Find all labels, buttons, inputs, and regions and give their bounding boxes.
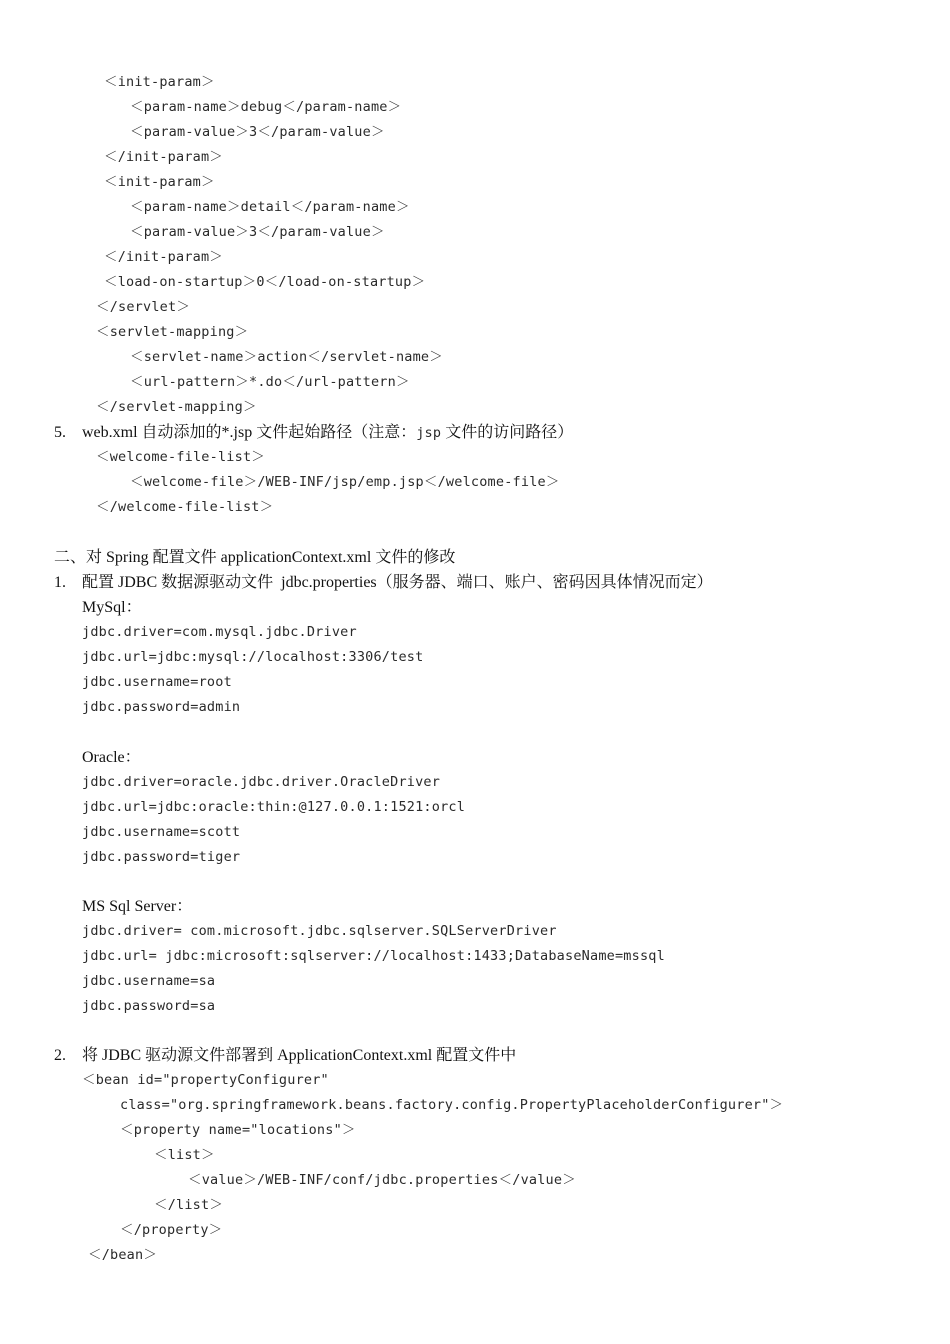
code-line: ＜/property＞ [120, 1222, 223, 1238]
code-line: jdbc.driver= com.microsoft.jdbc.sqlserver.SQLServerDriver [82, 923, 557, 939]
code-line: ＜/init-param＞ [104, 149, 224, 165]
code-line: ＜property name="locations"＞ [120, 1122, 356, 1138]
section-heading: 二、对 Spring 配置文件 applicationContext.xml 文件的修改 [54, 549, 456, 566]
code-line: ＜list＞ [154, 1147, 215, 1163]
db-label-mysql: MySql： [82, 599, 142, 616]
inline-code: jsp [416, 425, 442, 441]
code-line: ＜servlet-name＞action＜/servlet-name＞ [130, 349, 443, 365]
code-line: ＜load-on-startup＞0＜/load-on-startup＞ [104, 274, 426, 290]
code-line: ＜/init-param＞ [104, 249, 224, 265]
code-line: jdbc.username=sa [82, 973, 216, 989]
code-line: ＜init-param＞ [104, 174, 215, 190]
code-line: ＜/servlet＞ [96, 299, 191, 315]
code-line: class="org.springframework.beans.factory.config.PropertyPlaceholderConfigurer"＞ [120, 1097, 784, 1113]
code-line: ＜url-pattern＞*.do＜/url-pattern＞ [130, 374, 410, 390]
code-line: ＜param-name＞debug＜/param-name＞ [130, 99, 402, 115]
code-line: ＜/servlet-mapping＞ [96, 399, 257, 415]
code-line: ＜/bean＞ [88, 1247, 158, 1263]
list-number: 1. [54, 574, 66, 591]
code-line: jdbc.password=admin [82, 699, 241, 715]
code-line: ＜/welcome-file-list＞ [96, 499, 274, 515]
code-line: jdbc.driver=oracle.jdbc.driver.OracleDriver [82, 774, 441, 790]
list-item-text: 将 JDBC 驱动源文件部署到 ApplicationContext.xml 配置文件中 [82, 1047, 517, 1064]
list-item-text [82, 420, 573, 445]
code-line: ＜param-value＞3＜/param-value＞ [130, 124, 385, 140]
code-line: jdbc.password=tiger [82, 849, 241, 865]
list-number: 5. [54, 424, 66, 441]
code-line: jdbc.username=scott [82, 824, 241, 840]
code-line: jdbc.url=jdbc:mysql://localhost:3306/test [82, 649, 424, 665]
code-line: ＜param-name＞detail＜/param-name＞ [130, 199, 410, 215]
list-number: 2. [54, 1047, 66, 1064]
code-line: ＜value＞/WEB-INF/conf/jdbc.properties＜/value＞ [188, 1172, 576, 1188]
code-line: ＜welcome-file-list＞ [96, 449, 265, 465]
code-line: jdbc.password=sa [82, 998, 216, 1014]
code-line: ＜/list＞ [154, 1197, 224, 1213]
code-line: jdbc.url=jdbc:oracle:thin:@127.0.0.1:1521:orcl [82, 799, 466, 815]
db-label-mssql: MS Sql Server： [82, 898, 193, 915]
list-item-text: 配置 JDBC 数据源驱动文件 jdbc.properties（服务器、端口、账户、密码因具体情况而定） [82, 574, 713, 591]
db-label-oracle: Oracle： [82, 749, 141, 766]
code-line: jdbc.driver=com.mysql.jdbc.Driver [82, 624, 357, 640]
code-line: ＜bean id="propertyConfigurer" [82, 1072, 329, 1088]
code-line: ＜init-param＞ [104, 74, 215, 90]
code-line: ＜param-value＞3＜/param-value＞ [130, 224, 385, 240]
code-line: jdbc.url= jdbc:microsoft:sqlserver://localhost:1433;DatabaseName=mssql [82, 948, 665, 964]
text-part: web.xml 自动添加的*.jsp 文件起始路径（注意： [82, 424, 417, 441]
code-line: jdbc.username=root [82, 674, 232, 690]
code-line: ＜servlet-mapping＞ [96, 324, 249, 340]
text-part: 文件的访问路径） [441, 424, 574, 441]
code-line: ＜welcome-file＞/WEB-INF/jsp/emp.jsp＜/welcome-file＞ [130, 474, 560, 490]
